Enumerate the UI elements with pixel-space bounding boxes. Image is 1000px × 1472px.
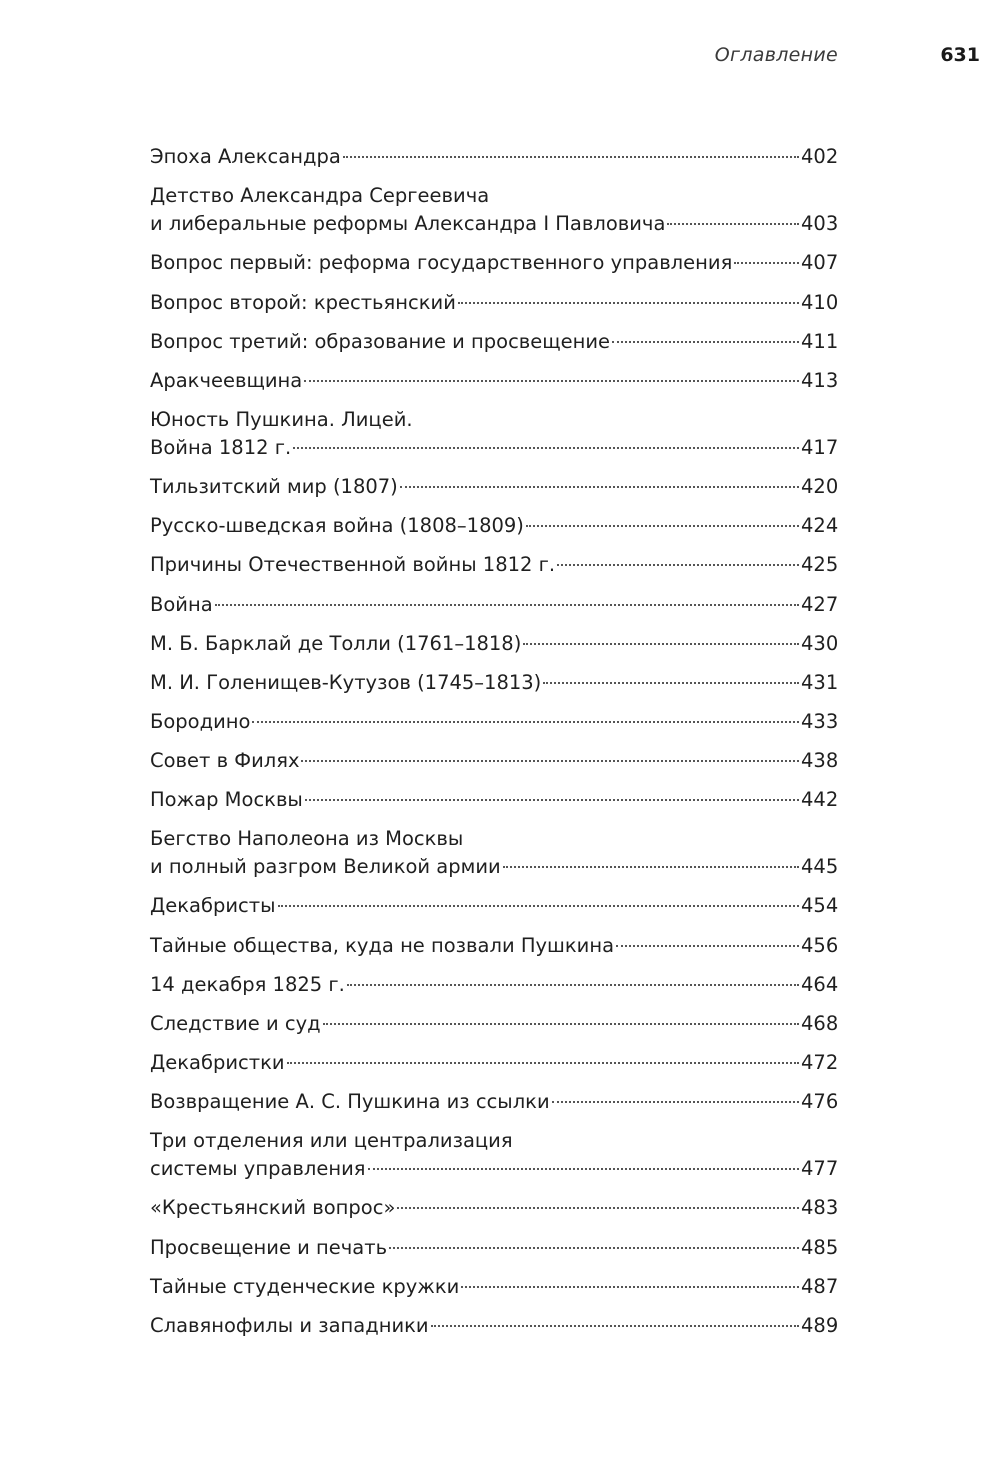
dot-leader [389,1247,799,1249]
toc-entry-page: 489 [801,1313,839,1337]
toc-entry-row [150,249,838,277]
toc-entry-row [150,747,838,775]
toc-entry[interactable] [150,328,838,356]
toc-entry[interactable] [150,406,838,463]
toc-entry[interactable] [150,825,838,882]
toc-entry[interactable] [150,367,838,395]
dot-leader [543,682,799,684]
toc-entry-page: 407 [801,251,839,275]
toc-entry[interactable] [150,630,838,658]
toc-entry-title: Аракчеевщина [150,368,303,392]
toc-entry-title: Просвещение и печать [150,1235,388,1259]
toc-entry[interactable] [150,143,838,171]
toc-entry-title: Причины Отечественной войны 1812 г. [150,553,556,577]
section-title: Оглавление [714,44,838,66]
dot-leader [667,223,799,225]
toc-entry[interactable] [150,971,838,999]
toc-entry-title: Декабристы [150,894,276,918]
toc-entry-page: 476 [801,1089,839,1113]
toc-entry-title-line: Юность Пушкина. Лицей. [150,407,413,431]
toc-entry-page: 442 [801,788,839,811]
toc-entry-page: 402 [801,145,839,168]
toc-entry-title: Война 1812 г. [150,436,292,460]
toc-entry[interactable] [150,551,838,579]
toc-entry[interactable] [150,747,838,775]
page-number: 631 [940,44,980,66]
toc-entry-row [150,367,838,395]
toc-entry-title: системы управления [150,1157,366,1181]
toc-entry-title: Эпоха Александра [150,145,341,168]
dot-leader [400,486,799,488]
dot-leader [526,525,799,527]
toc-entry-row [150,786,838,814]
toc-entry-page: 487 [801,1274,839,1298]
dot-leader [293,447,799,449]
toc-entry-page: 454 [801,894,839,918]
toc-entry-title: Декабристки [150,1050,285,1074]
toc-entry-page: 431 [801,670,839,694]
toc-entry-title: Бородино [150,709,251,733]
toc-entry-title: Славянофилы и западники [150,1313,429,1337]
toc-entry-page: 438 [801,748,839,772]
dot-leader [323,1023,799,1025]
toc-entry[interactable] [150,892,838,920]
toc-entry[interactable] [150,182,838,239]
toc-entry-page: 472 [801,1050,839,1074]
toc-entry-row [150,1088,838,1116]
toc-entry-row [150,1010,838,1038]
toc-entry-row [150,1273,838,1301]
toc-entry-title-line: Бегство Наполеона из Москвы [150,827,464,851]
toc-entry-row [150,473,838,501]
toc-entry-title: 14 декабря 1825 г. [150,972,345,996]
toc-entry-page: 485 [801,1235,839,1259]
toc-entry[interactable] [150,708,838,736]
dot-leader [461,1286,799,1288]
toc-entry-title: Тайные общества, куда не позвали Пушкина [150,933,615,957]
toc-entry[interactable] [150,473,838,501]
toc-entry-page: 483 [801,1196,839,1220]
toc-entry-page: 425 [801,553,839,577]
toc-entry-row [150,1049,838,1077]
toc-entry[interactable] [150,249,838,277]
toc-entry[interactable] [150,1312,838,1340]
dot-leader [287,1062,799,1064]
toc-entry-row [150,932,838,960]
dot-leader [343,156,799,158]
dot-leader [305,799,799,801]
dot-leader [431,1325,799,1327]
toc-entry-row [150,892,838,920]
dot-leader [458,302,799,304]
toc-entry-title: Вопрос первый: реформа государственного управления [150,251,733,275]
dot-leader [368,1168,800,1170]
toc-entry-page: 410 [801,290,839,314]
running-head [0,44,1000,74]
toc-entry[interactable] [150,1010,838,1038]
toc-entry-page: 477 [801,1157,839,1181]
toc-entry-page: 430 [801,631,839,655]
toc-entry-page: 413 [801,368,839,392]
dot-leader [347,984,799,986]
toc-entry-title: Война [150,592,213,616]
toc-entry-row [150,630,838,658]
toc-entry[interactable] [150,1234,838,1262]
toc-entry-title: Совет в Филях [150,748,300,772]
dot-leader [215,604,799,606]
toc-entry-row [150,1194,838,1222]
toc-entry-page: 445 [801,855,839,879]
toc-entry-row [150,1312,838,1340]
toc-entry-page: 464 [801,972,839,996]
toc-entry[interactable] [150,932,838,960]
toc-entry-page: 420 [801,475,839,499]
dot-leader [616,945,799,947]
toc-entry-title: Пожар Москвы [150,788,303,811]
toc-entry-title: М. И. Голенищев-Кутузов (1745–1813) [150,670,542,694]
toc-entry-page: 433 [801,709,839,733]
dot-leader [278,905,799,907]
toc-entry-row [150,512,838,540]
toc-entry[interactable] [150,512,838,540]
toc-entry-row [150,328,838,356]
toc-entry-row [150,591,838,619]
toc-entry-title: Возвращение А. С. Пушкина из ссылки [150,1089,550,1113]
table-of-contents [150,143,838,1351]
toc-entry[interactable] [150,669,838,697]
toc-entry-row [150,708,838,736]
toc-entry-row [150,1234,838,1262]
toc-entry-page: 427 [801,592,839,616]
toc-entry-title: М. Б. Барклай де Толли (1761–1818) [150,631,522,655]
toc-entry[interactable] [150,1273,838,1301]
dot-leader [523,643,799,645]
dot-leader [301,760,799,762]
toc-entry-row [150,853,838,881]
toc-entry-title: и либеральные реформы Александра I Павловича [150,212,666,236]
dot-leader [557,564,799,566]
toc-entry-title: Вопрос третий: образование и просвещение [150,329,611,353]
toc-entry-page: 417 [801,436,839,460]
toc-entry[interactable] [150,289,838,317]
toc-entry[interactable] [150,1049,838,1077]
toc-entry-title: и полный разгром Великой армии [150,855,501,879]
toc-entry-page: 468 [801,1011,839,1035]
toc-entry-title-line: Три отделения или централизация [150,1129,513,1153]
toc-entry-page: 456 [801,933,839,957]
toc-entry-title: Тайные студенческие кружки [150,1274,460,1298]
dot-leader [612,341,799,343]
toc-entry[interactable] [150,591,838,619]
toc-entry-title: Следствие и суд [150,1011,321,1035]
toc-entry[interactable] [150,1194,838,1222]
toc-entry-row [150,210,838,238]
toc-entry-title: Русско-шведская война (1808–1809) [150,514,524,538]
toc-entry-row [150,551,838,579]
toc-entry-row [150,434,838,462]
toc-entry-row [150,1155,838,1183]
toc-entry-page: 403 [801,212,839,236]
toc-entry-title-line: Детство Александра Сергеевича [150,184,490,208]
dot-leader [552,1101,799,1103]
dot-leader [397,1207,799,1209]
toc-entry-title: Вопрос второй: крестьянский [150,290,456,314]
dot-leader [734,262,799,264]
dot-leader [252,721,799,723]
toc-entry-title: Тильзитский мир (1807) [150,475,398,499]
toc-entry[interactable] [150,1088,838,1116]
toc-entry-row [150,289,838,317]
dot-leader [503,866,799,868]
toc-entry-row [150,143,838,171]
toc-entry[interactable] [150,786,838,814]
toc-entry-row [150,669,838,697]
toc-entry[interactable] [150,1127,838,1184]
toc-entry-page: 424 [801,514,839,538]
toc-entry-row [150,971,838,999]
toc-entry-page: 411 [801,329,839,353]
dot-leader [304,380,799,382]
toc-entry-title: «Крестьянский вопрос» [150,1196,396,1220]
